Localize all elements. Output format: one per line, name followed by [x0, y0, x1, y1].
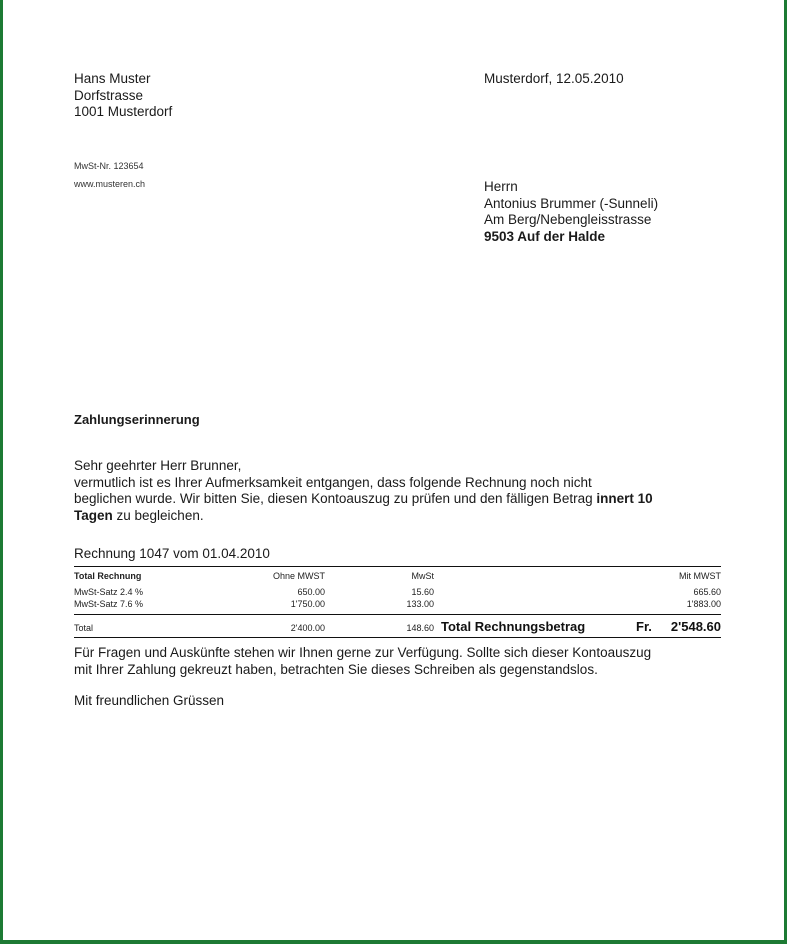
closing-line-1: Für Fragen und Auskünfte stehen wir Ihnen gerne zur Verfügung. Sollte sich dieser Kontoauszug [74, 645, 652, 660]
row-1-label: MwSt-Satz 2.4 % [74, 587, 144, 597]
row-1-without-vat: 650.00 [297, 587, 325, 597]
body-line-3 [74, 508, 684, 525]
grand-total-amount: 2'548.60 [670, 619, 721, 634]
table-mid-rule [74, 614, 721, 615]
row-2-label: MwSt-Satz 7.6 % [74, 599, 144, 609]
sender-name: Hans Muster [74, 71, 151, 86]
closing-line-2: mit Ihrer Zahlung gekreuzt haben, betrachten Sie dieses Schreiben als gegenstandslos. [74, 661, 598, 677]
recipient-city: 9503 Auf der Halde [484, 228, 606, 244]
body-line-1: vermutlich ist es Ihrer Aufmerksamkeit entgangen, dass folgende Rechnung noch nicht [74, 474, 592, 490]
recipient-salutation: Herrn [484, 179, 518, 194]
sender-city: 1001 Musterdorf [74, 104, 173, 119]
sender-address [74, 71, 172, 121]
row-1-with-vat: 665.60 [693, 587, 721, 597]
row-2-without-vat: 1'750.00 [290, 599, 325, 609]
row-2-with-vat: 1'883.00 [686, 599, 721, 609]
total-vat: 148.60 [406, 623, 434, 633]
body-line-2 [74, 491, 684, 508]
header-label: Total Rechnung [74, 571, 142, 581]
total-label: Total [74, 623, 94, 633]
body-line-2-text: beglichen wurde. Wir bitten Sie, diesen Kontoauszug zu prüfen und den fälligen Betrag [74, 491, 597, 506]
letter-body [74, 458, 684, 524]
letter-subject: Zahlungserinnerung [74, 412, 200, 427]
table-bottom-rule [74, 637, 721, 638]
grand-total-currency: Fr. [636, 619, 652, 634]
header-without-vat: Ohne MWST [272, 571, 325, 581]
sender-street: Dorfstrasse [74, 87, 144, 103]
recipient-name: Antonius Brummer (-Sunneli) [484, 195, 659, 211]
header-with-vat: Mit MWST [679, 571, 721, 581]
row-1-vat: 15.60 [411, 587, 434, 597]
table-top-rule [74, 566, 721, 567]
total-without-vat: 2'400.00 [290, 623, 325, 633]
vat-number: MwSt-Nr. 123654 [74, 161, 144, 171]
closing-paragraph [74, 645, 694, 678]
recipient-address [484, 179, 658, 245]
invoice-table [74, 566, 721, 638]
salutation-line: Sehr geehrter Herr Brunner, [74, 458, 242, 473]
grand-total-label: Total Rechnungsbetrag [441, 619, 586, 634]
header-vat: MwSt [411, 571, 434, 581]
recipient-street: Am Berg/Nebengleisstrasse [484, 212, 652, 227]
website: www.musteren.ch [74, 179, 146, 189]
deadline-part-1: innert 10 [596, 491, 653, 506]
place-date: Musterdorf, 12.05.2010 [484, 71, 624, 86]
invoice-title: Rechnung 1047 vom 01.04.2010 [74, 546, 270, 561]
body-line-3-text: zu begleichen. [112, 507, 204, 523]
deadline-part-2: Tagen [74, 507, 113, 523]
row-2-vat: 133.00 [406, 599, 434, 609]
closing-greeting: Mit freundlichen Grüssen [74, 693, 225, 708]
